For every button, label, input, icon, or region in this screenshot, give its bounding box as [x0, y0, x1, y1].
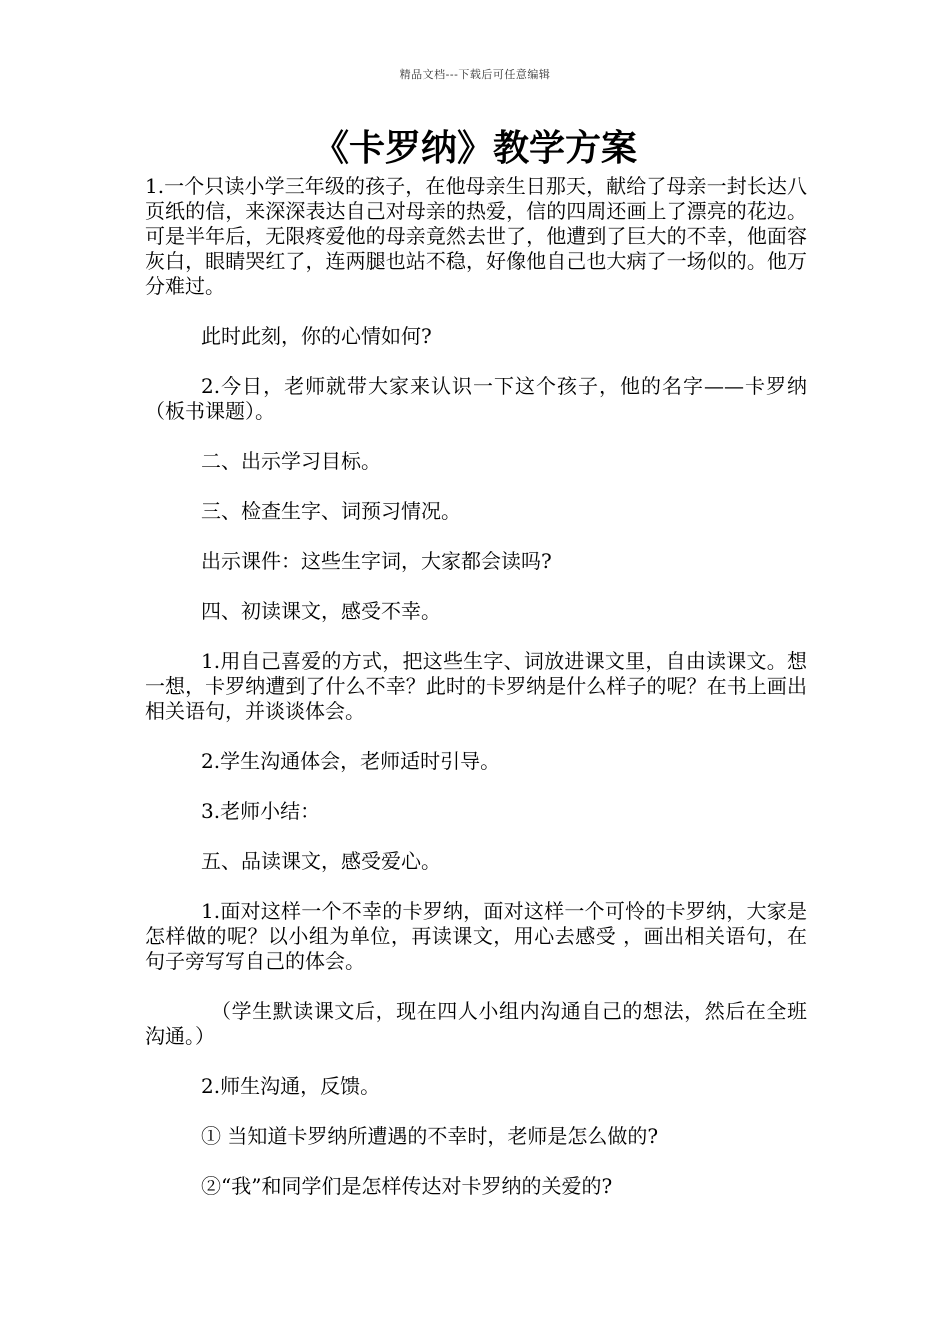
section-heading-close-reading: 五、品读课文，感受爱心。 — [201, 849, 441, 873]
paragraph-step-share: 2.学生沟通体会，老师适时引导。 — [201, 749, 501, 773]
paragraph-question-classmates: ②“我”和同学们是怎样传达对卡罗纳的关爱的? — [201, 1174, 613, 1198]
paragraph-step-feedback: 2.师生沟通，反馈。 — [201, 1074, 381, 1098]
section-heading-first-reading: 四、初读课文，感受不幸。 — [201, 599, 441, 623]
section-heading-preview-check: 三、检查生字、词预习情况。 — [201, 499, 461, 523]
paragraph-step-summary: 3.老师小结： — [201, 799, 321, 823]
paragraph-courseware: 出示课件：这些生字词，大家都会读吗? — [201, 549, 552, 573]
paragraph-introduce-kid: 2.今日，老师就带大家来认识一下这个孩子，他的名字——卡罗纳（板书课题）。 — [145, 374, 807, 423]
paragraph-step-group-work: 1.面对这样一个不幸的卡罗纳，面对这样一个可怜的卡罗纳，大家是怎样做的呢？以小组为单位，再读课文，用心去感受 ，画出相关语句，在句子旁写写自己的体会。 — [145, 899, 807, 973]
paragraph-step-read-freely: 1.用自己喜爱的方式，把这些生字、词放进课文里，自由读课文。想一想，卡罗纳遭到了什么不幸？此时的卡罗纳是什么样子的呢？在书上画出相关语句，并谈谈体会。 — [145, 649, 807, 723]
paragraph-intro: 1.一个只读小学三年级的孩子，在他母亲生日那天，献给了母亲一封长达八页纸的信，来深深表达自己对母亲的热爱，信的四周还画上了漂亮的花边。可是半年后，无限疼爱他的母亲竟然去世了，他遭到了巨大的不幸，他面容灰白，眼睛哭红了，连两腿也站不稳，好像他自己也大病了一场似的。他万分难过。 — [145, 174, 807, 298]
document-body — [145, 174, 807, 1224]
paragraph-question-teacher: ① 当知道卡罗纳所遭遇的不幸时，老师是怎么做的? — [201, 1124, 659, 1148]
header-note: 精品文档---下载后可任意编辑 — [399, 68, 551, 81]
paragraph-question-feeling: 此时此刻，你的心情如何? — [201, 324, 432, 348]
paragraph-student-activity: （学生默读课文后，现在四人小组内沟通自己的想法，然后在全班沟通。） — [145, 999, 807, 1048]
document-title: 《卡罗纳》教学方案 — [312, 127, 637, 169]
section-heading-goals: 二、出示学习目标。 — [201, 449, 381, 473]
